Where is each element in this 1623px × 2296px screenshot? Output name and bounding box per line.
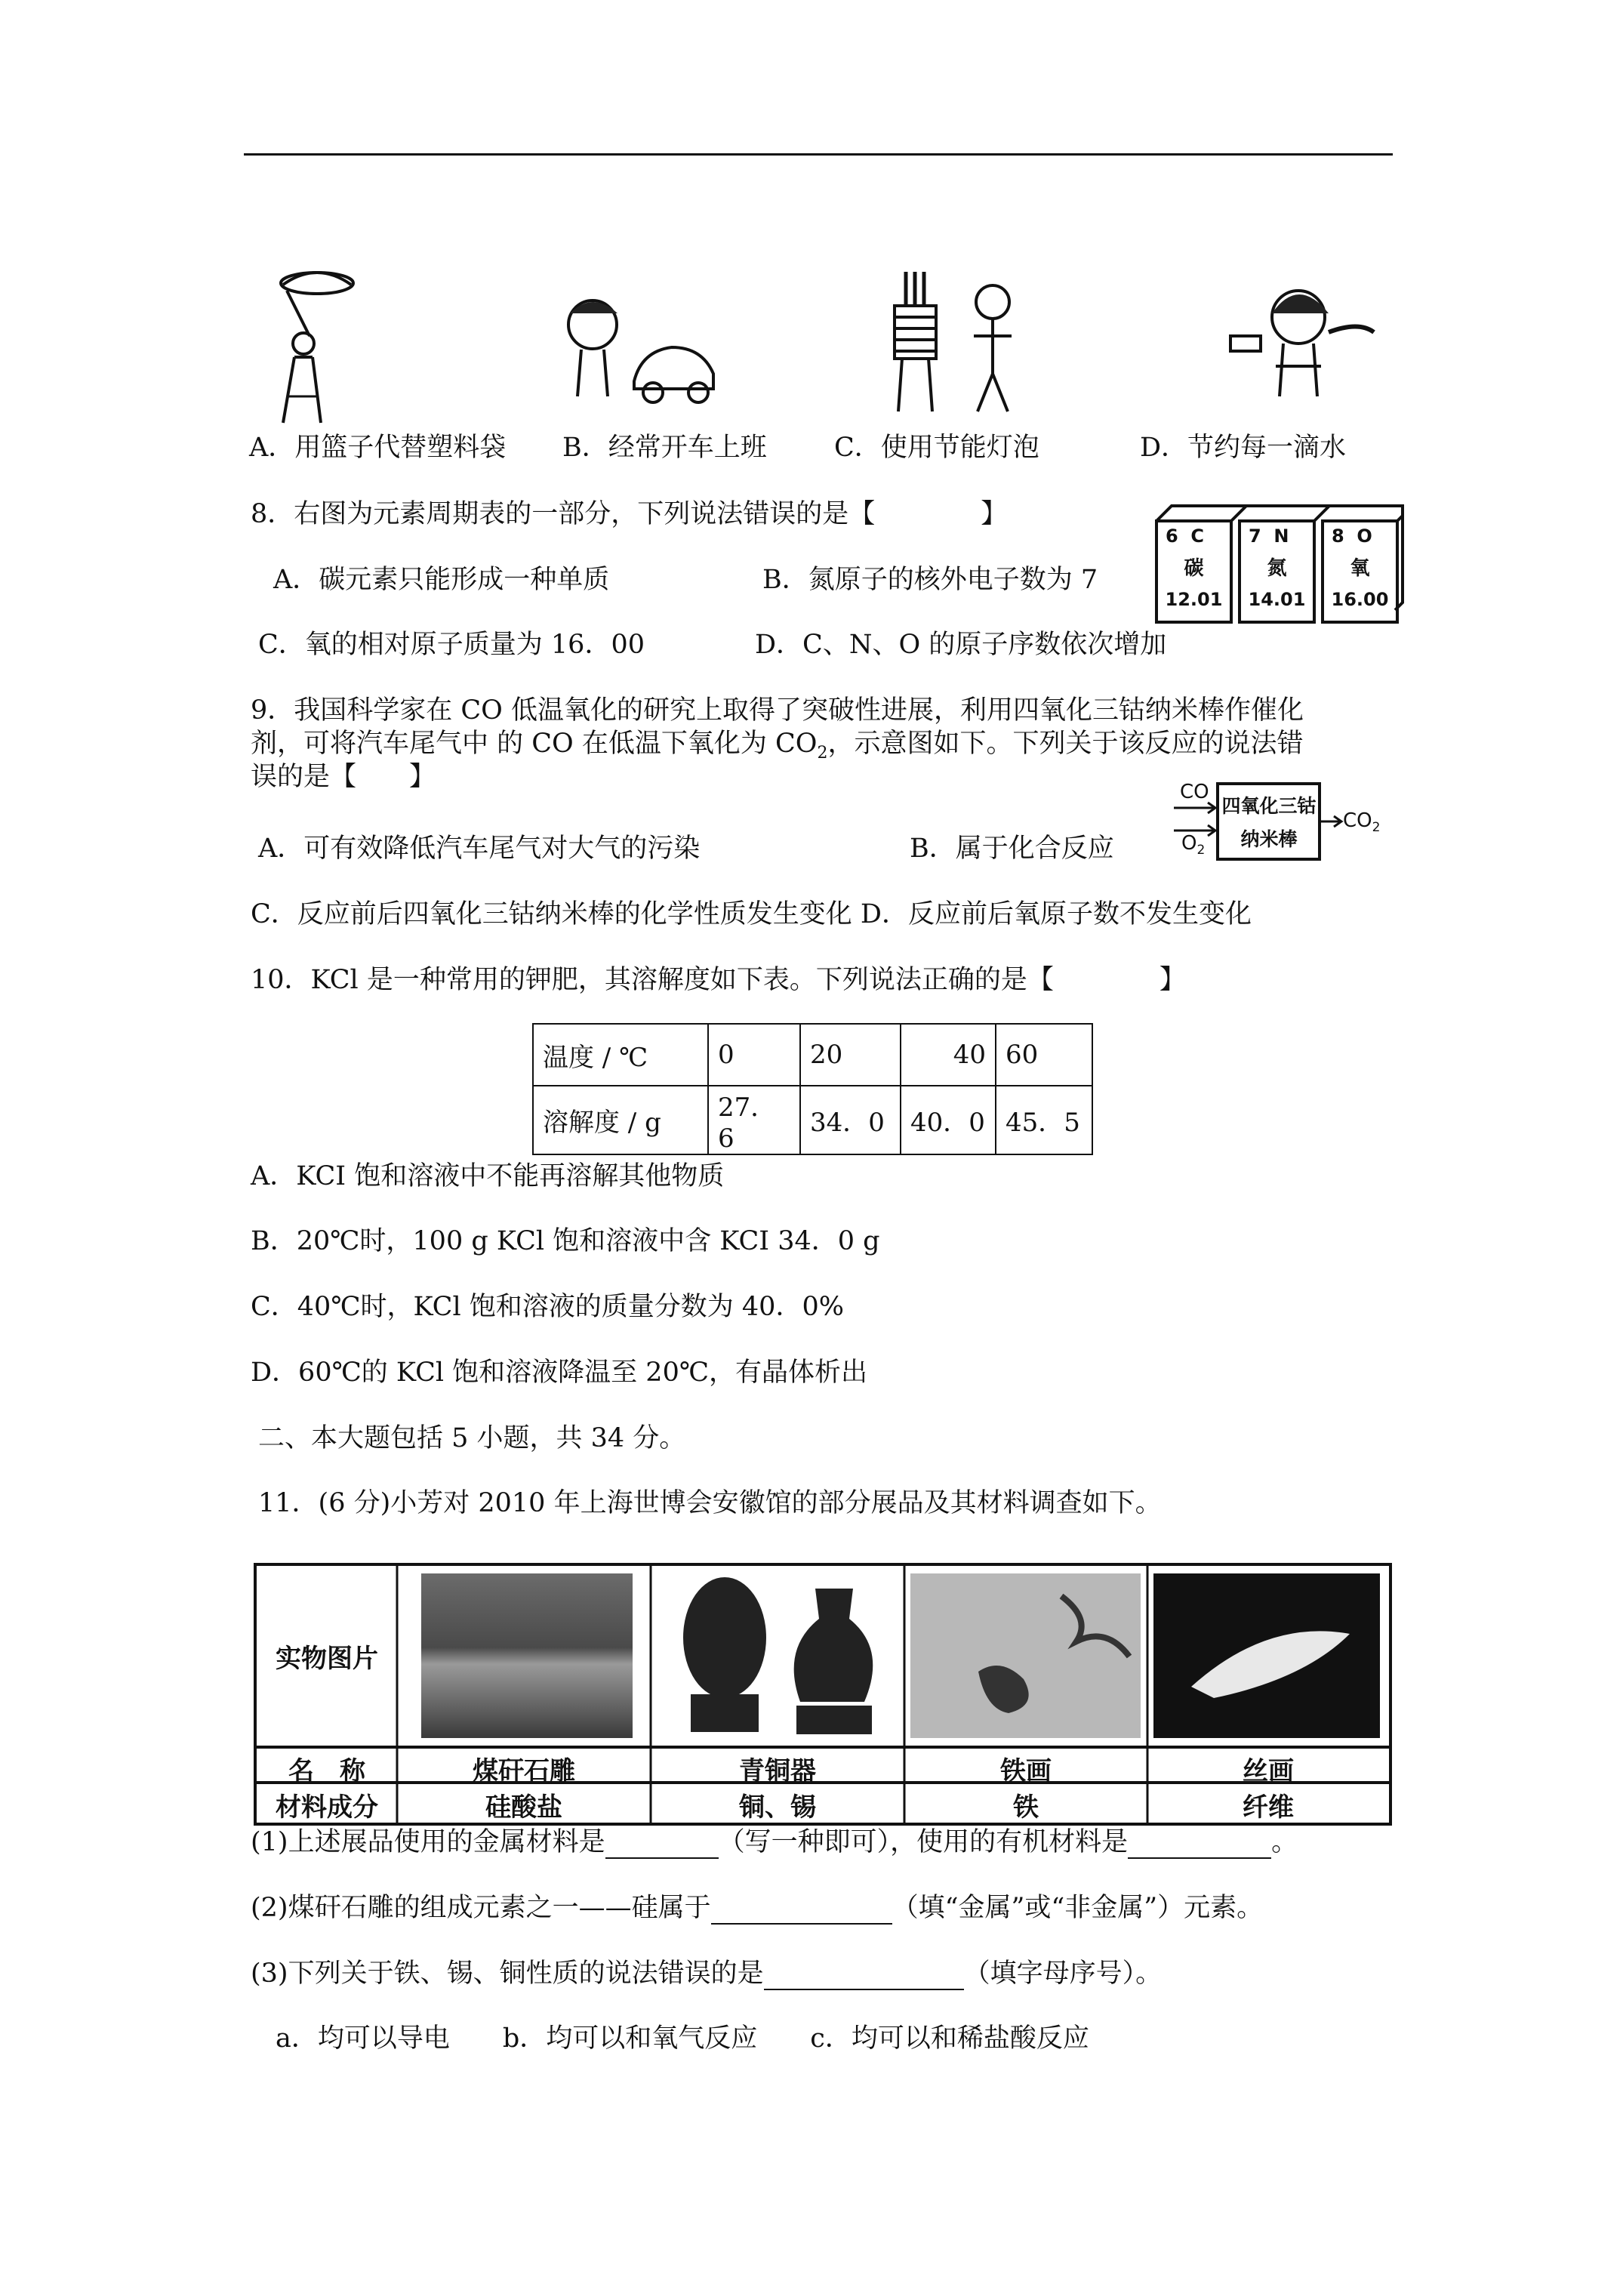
- q9-option-cd: C．反应前后四氧化三钴纳米棒的化学性质发生变化 D．反应前后氧原子数不发生变化: [251, 899, 1252, 929]
- q11-part1-text: (1)上述展品使用的金属材料是: [251, 1827, 605, 1857]
- material-label: 材料成分: [276, 1792, 378, 1823]
- q9-line2-sub: 2: [817, 744, 828, 763]
- q11-part1-end: 。: [1271, 1827, 1298, 1857]
- cell-depth-lines: [1155, 504, 1404, 625]
- lightbulb-illustration: [879, 260, 1030, 419]
- element-symbol: N: [1273, 525, 1289, 547]
- q11-part3: [251, 1957, 1162, 1990]
- solubility-table: [532, 1023, 1093, 1155]
- name-label: 名 称: [288, 1756, 365, 1786]
- catalyst-diagram: [1174, 778, 1385, 868]
- option-a: A．用篮子代替塑料袋: [249, 433, 507, 463]
- output-co2: [1343, 809, 1380, 835]
- table-cell: 60: [996, 1024, 1092, 1086]
- q11-options: a．均可以导电 b．均可以和氧气反应 c．均可以和稀盐酸反应: [276, 2023, 1089, 2054]
- element-name: 氮: [1267, 557, 1287, 580]
- q11-part2: [251, 1891, 1263, 1925]
- q11-part1-text2: （写一种即可），使用的有机材料是: [718, 1827, 1129, 1857]
- q9-line2-text: 剂，可将汽车尾气中 的 CO 在低温下氧化为 CO: [251, 729, 818, 759]
- table-cell: 溶解度 / g: [533, 1086, 708, 1154]
- bronze-ware-photo: [661, 1573, 895, 1738]
- table-cell: 20: [800, 1024, 901, 1086]
- q10-option-b: B．20℃时，100 g KCl 饱和溶液中含 KCI 34．0 g: [251, 1226, 880, 1256]
- exhibit-material: 铁: [1013, 1792, 1039, 1823]
- element-number: 6: [1166, 525, 1178, 547]
- q10-stem: 10．KCl 是一种常用的钾肥，其溶解度如下表。下列说法正确的是【 】: [251, 965, 1186, 995]
- answer-blank[interactable]: [605, 1832, 719, 1859]
- element-mass: 14.01: [1248, 589, 1306, 610]
- output-co2-sub: 2: [1372, 820, 1381, 836]
- periodic-table-fragment: [1155, 504, 1404, 625]
- element-name: 碳: [1184, 557, 1204, 580]
- element-mass: 12.01: [1165, 589, 1223, 610]
- q9-option-b: B．属于化合反应: [910, 834, 1114, 864]
- q11-stem: 11．(6 分)小芳对 2010 年上海世博会安徽馆的部分展品及其材料调查如下。: [258, 1488, 1162, 1518]
- header-rule: [244, 153, 1393, 156]
- q8-option-c: C．氧的相对原子质量为 16．00: [258, 630, 645, 660]
- q11-part3-text: (3)下列关于铁、锡、铜性质的说法错误的是: [251, 1959, 764, 1989]
- iron-painting-photo: [910, 1573, 1141, 1738]
- exhibit-material: 铜、锡: [739, 1792, 816, 1823]
- exhibit-name: 青铜器: [739, 1756, 816, 1786]
- table-row: [533, 1086, 1092, 1154]
- q10-option-d: D．60℃的 KCl 饱和溶液降温至 20℃，有晶体析出: [251, 1358, 867, 1388]
- q8-option-b: B．氮原子的核外电子数为 7: [762, 565, 1098, 595]
- q10-option-a: A．KCI 饱和溶液中不能再溶解其他物质: [251, 1161, 725, 1191]
- option-d: D．节约每一滴水: [1140, 433, 1347, 463]
- q11-part2-text2: （填“金属”或“非金属”）元素。: [892, 1893, 1264, 1923]
- q9-line3: 误的是【 】: [251, 762, 436, 792]
- table-row: [533, 1024, 1092, 1086]
- element-number: 8: [1332, 525, 1344, 547]
- table-cell: 27．6: [708, 1086, 800, 1154]
- table-cell: 40: [901, 1024, 996, 1086]
- car-illustration: [551, 283, 725, 411]
- exhibit-table: [254, 1563, 1392, 1826]
- water-drop-illustration: [1215, 276, 1381, 404]
- q11-part1: [251, 1826, 1298, 1859]
- element-name: 氧: [1350, 557, 1370, 580]
- catalyst-line1: 四氧化三钴: [1221, 795, 1317, 817]
- input-o2-sub: 2: [1196, 843, 1206, 858]
- exhibit-name: 丝画: [1243, 1756, 1294, 1786]
- table-cell: 温度 / ℃: [533, 1024, 708, 1086]
- exhibit-name: 煤矸石雕: [473, 1756, 575, 1786]
- q10-option-c: C．40℃时，KCl 饱和溶液的质量分数为 40．0%: [251, 1292, 844, 1322]
- q8-option-d: D．C、N、O 的原子序数依次增加: [755, 630, 1167, 660]
- catalyst-line2: 纳米棒: [1240, 828, 1298, 850]
- option-b: B．经常开车上班: [562, 433, 767, 463]
- element-mass: 16.00: [1331, 589, 1389, 610]
- table-cell: 40．0: [901, 1086, 996, 1154]
- basket-illustration: [257, 268, 370, 427]
- exhibit-material: 纤维: [1243, 1792, 1294, 1823]
- answer-blank[interactable]: [1128, 1832, 1271, 1859]
- table-cell: 45．5: [996, 1086, 1092, 1154]
- output-co2-text: CO: [1343, 809, 1372, 832]
- table-cell: 34．0: [800, 1086, 901, 1154]
- q11-part2-text: (2)煤矸石雕的组成元素之一——硅属于: [251, 1893, 711, 1923]
- coal-stone-carving-photo: [421, 1573, 633, 1738]
- input-co: CO: [1180, 781, 1209, 803]
- exhibit-material: 硅酸盐: [485, 1792, 562, 1823]
- q11-part3-text2: （填字母序号）。: [963, 1959, 1163, 1989]
- exhibit-name: 铁画: [1000, 1756, 1052, 1786]
- q8-stem: 8．右图为元素周期表的一部分，下列说法错误的是【 】: [251, 499, 1008, 529]
- element-number: 7: [1249, 525, 1261, 547]
- q9-line1: 9．我国科学家在 CO 低温氧化的研究上取得了突破性进展，利用四氧化三钴纳米棒作催化: [251, 695, 1304, 726]
- element-symbol: C: [1190, 525, 1205, 547]
- q8-option-a: A．碳元素只能形成一种单质: [273, 565, 610, 595]
- q9-option-a: A．可有效降低汽车尾气对大气的污染: [258, 834, 701, 864]
- q9-line2-tail: ，示意图如下。下列关于该反应的说法错: [827, 729, 1304, 759]
- option-c: C．使用节能灯泡: [834, 433, 1039, 463]
- section-heading: 二、本大题包括 5 小题，共 34 分。: [258, 1423, 686, 1453]
- element-symbol: O: [1357, 525, 1372, 547]
- answer-blank[interactable]: [764, 1963, 964, 1990]
- silk-painting-photo: [1153, 1573, 1380, 1738]
- exhibit-header: 实物图片: [276, 1644, 378, 1674]
- table-cell: 0: [708, 1024, 800, 1086]
- input-o2-text: O: [1181, 832, 1197, 855]
- answer-blank[interactable]: [711, 1897, 892, 1925]
